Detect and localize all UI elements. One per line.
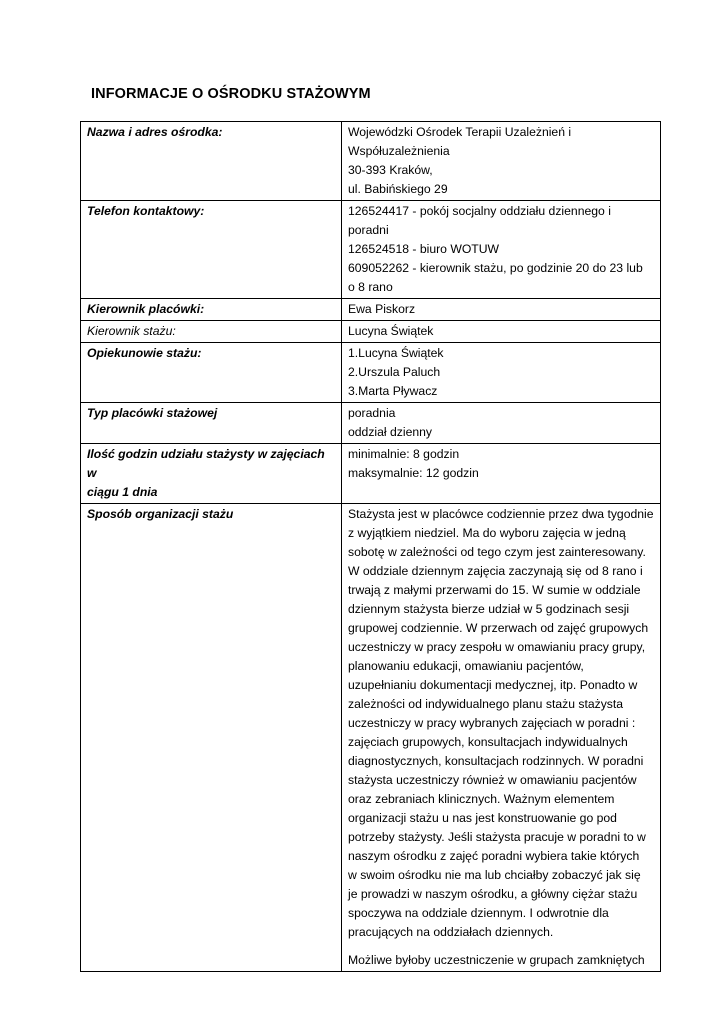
label-phone: Telefon kontaktowy:: [81, 201, 342, 299]
facility-type-line: poradnia: [348, 406, 396, 420]
table-row: [81, 122, 661, 201]
value-phone: [342, 201, 661, 299]
supervisor-line: 1.Lucyna Świątek: [348, 346, 444, 360]
organization-line: planowaniu edukacji, omawianiu pacjentów,: [348, 659, 584, 673]
label-organization: Sposób organizacji stażu: [81, 504, 342, 972]
table-row: [81, 201, 661, 299]
table-row: [81, 403, 661, 444]
value-supervisors: [342, 343, 661, 403]
value-hours: [342, 444, 661, 504]
value-facility-head: Ewa Piskorz: [342, 299, 661, 321]
table-row: [81, 504, 661, 972]
label-internship-head: Kierownik stażu:: [81, 321, 342, 343]
value-name-address: [342, 122, 661, 201]
page-title: INFORMACJE O OŚRODKU STAŻOWYM: [91, 86, 371, 102]
label-facility-type: Typ placówki stażowej: [81, 403, 342, 444]
organization-extra-paragraph: Możliwe byłoby uczestniczenie w grupach zamkniętych: [348, 953, 645, 967]
hours-label-line: ciągu 1 dnia: [87, 485, 158, 499]
phone-line: 126524417 - pokój socjalny oddziału dziennego i: [348, 204, 611, 218]
organization-line: zajęciach grupowych, konsultacjach indywidualnych: [348, 735, 628, 749]
label-supervisors: Opiekunowie stażu:: [81, 343, 342, 403]
organization-line: potrzeby stażysty. Jeśli stażysta pracuje w poradni to w: [348, 830, 646, 844]
address-line: 30-393 Kraków,: [348, 163, 433, 177]
label-name-address: Nazwa i adres ośrodka:: [81, 122, 342, 201]
facility-type-line: oddział dzienny: [348, 425, 433, 439]
phone-line: poradni: [348, 223, 389, 237]
organization-line: z wyjątkiem niedziel. Ma do wyboru zajęcia w jedną: [348, 526, 626, 540]
hours-line: minimalnie: 8 godzin: [348, 447, 460, 461]
organization-line: spoczywa na oddziale dziennym. I odwrotnie dla: [348, 906, 609, 920]
label-hours: [81, 444, 342, 504]
value-internship-head: Lucyna Świątek: [342, 321, 661, 343]
phone-line: 126524518 - biuro WOTUW: [348, 242, 500, 256]
organization-line: sobotę w zależności od tego czym jest zainteresowany.: [348, 545, 646, 559]
organization-line: pracujących na oddziałach dziennych.: [348, 925, 554, 939]
organization-line: uczestniczy w pracy zespołu w omawianiu pracy grupy,: [348, 640, 646, 654]
organization-line: oraz zebraniach klinicznych. Ważnym elementem: [348, 792, 615, 806]
supervisor-line: 3.Marta Pływacz: [348, 384, 438, 398]
organization-line: uczestniczy w pracy wybranych zajęciach w poradni :: [348, 716, 636, 730]
phone-line: 609052262 - kierownik stażu, po godzinie 20 do 23 lub: [348, 261, 643, 275]
organization-line: w swoim ośrodku nie ma lub chciałby zobaczyć jak się: [348, 868, 641, 882]
organization-line: organizacji stażu u nas jest konstruowanie go pod: [348, 811, 617, 825]
organization-line: zależności od indywidualnego planu stażu stażysta: [348, 697, 624, 711]
organization-line: stażysta uczestniczy również w omawianiu pacjentów: [348, 773, 637, 787]
address-line: Wojewódzki Ośrodek Terapii Uzależnień i: [348, 125, 572, 139]
value-facility-type: [342, 403, 661, 444]
organization-line: je prowadzi w naszym ośrodku, a główny ciężar stażu: [348, 887, 638, 901]
supervisor-line: 2.Urszula Paluch: [348, 365, 441, 379]
address-line: ul. Babińskiego 29: [348, 182, 448, 196]
table-row: [81, 343, 661, 403]
table-row: [81, 321, 661, 343]
table-row: [81, 299, 661, 321]
organization-line: grupowej codziennie. W przerwach od zajęć grupowych: [348, 621, 649, 635]
address-line: Współuzależnienia: [348, 144, 450, 158]
label-facility-head: Kierownik placówki:: [81, 299, 342, 321]
hours-label-line: Ilość godzin udziału stażysty w zajęciach w: [87, 447, 325, 480]
organization-line: trwają z małymi przerwami do 15. W sumie w oddziale: [348, 583, 641, 597]
hours-line: maksymalnie: 12 godzin: [348, 466, 479, 480]
organization-line: uzupełnianiu dokumentacji medycznej, itp. Ponadto w: [348, 678, 638, 692]
organization-line: dziennym stażysta bierze udział w 5 godzinach sesji: [348, 602, 630, 616]
organization-line: W oddziale dziennym zajęcia zaczynają się od 8 rano i: [348, 564, 643, 578]
value-organization: [342, 504, 661, 972]
info-table: [80, 121, 661, 972]
organization-line: diagnostycznych, konsultacjach rodzinnych. W poradni: [348, 754, 644, 768]
organization-line: Stażysta jest w placówce codziennie przez dwa tygodnie: [348, 507, 654, 521]
table-row: [81, 444, 661, 504]
organization-line: naszym ośrodku z zajęć poradni wybiera takie których: [348, 849, 640, 863]
phone-line: o 8 rano: [348, 280, 393, 294]
